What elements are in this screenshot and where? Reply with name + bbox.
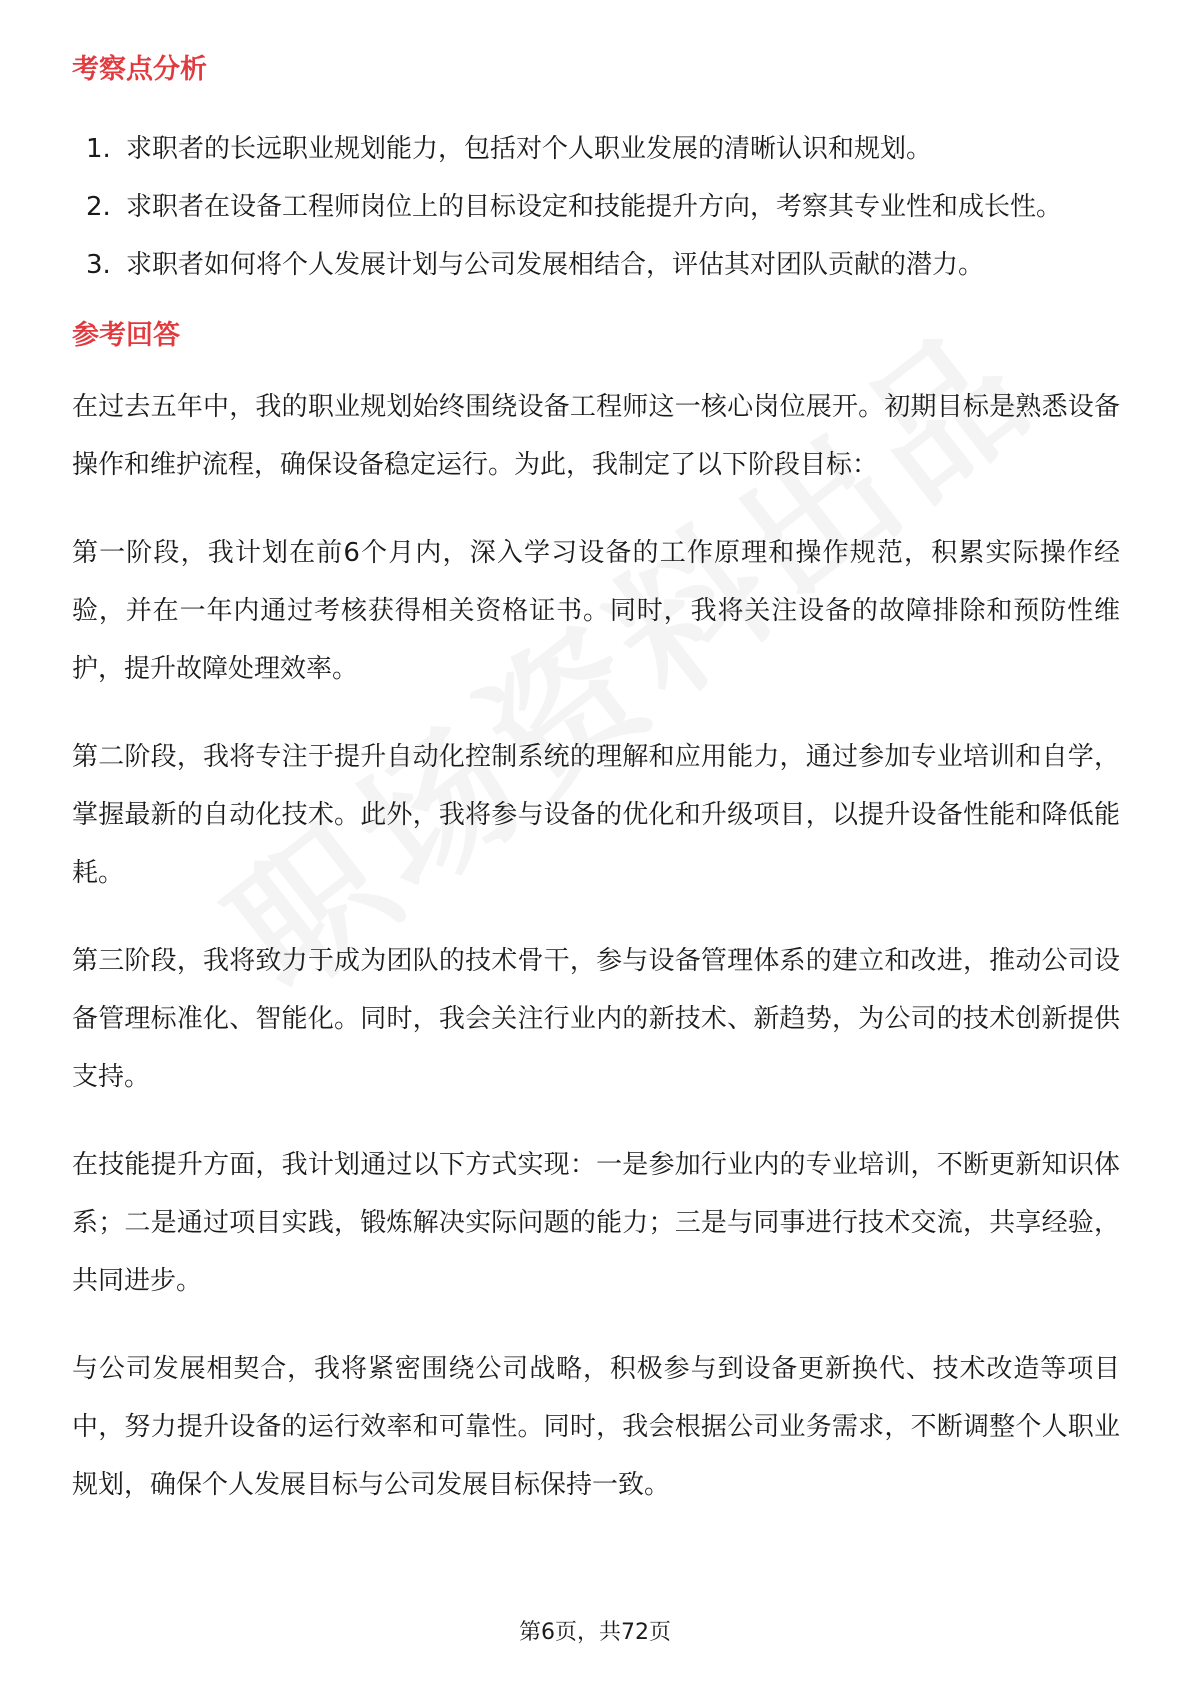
page-number: 第6页，共72页 <box>519 1620 671 1645</box>
answer-heading: 参考回答 <box>72 320 180 351</box>
answer-paragraph: 在技能提升方面，我计划通过以下方式实现：一是参加行业内的专业培训，不断更新知识体系；二是通过项目实践，锻炼解决实际问题的能力；三是与同事进行技术交流，共享经验，共同进步。 <box>72 1150 1120 1296</box>
list-item <box>72 178 1120 236</box>
analysis-heading: 考察点分析 <box>72 54 207 85</box>
list-item <box>72 120 1120 178</box>
list-item-number: 3. <box>86 250 111 280</box>
list-item <box>72 236 1120 294</box>
answer-paragraph: 与公司发展相契合，我将紧密围绕公司战略，积极参与到设备更新换代、技术改造等项目中，努力提升设备的运行效率和可靠性。同时，我会根据公司业务需求，不断调整个人职业规划，确保个人发展目标与公司发展目标保持一致。 <box>72 1354 1120 1500</box>
answer-paragraph: 在过去五年中，我的职业规划始终围绕设备工程师这一核心岗位展开。初期目标是熟悉设备操作和维护流程，确保设备稳定运行。为此，我制定了以下阶段目标： <box>72 392 1120 480</box>
list-item-text: 求职者的长远职业规划能力，包括对个人职业发展的清晰认识和规划。 <box>126 134 933 164</box>
document-page <box>72 52 1120 1514</box>
answer-paragraph: 第二阶段，我将专注于提升自动化控制系统的理解和应用能力，通过参加专业培训和自学，掌握最新的自动化技术。此外，我将参与设备的优化和升级项目，以提升设备性能和降低能耗。 <box>72 742 1120 888</box>
list-item-number: 1. <box>86 134 111 164</box>
list-item-text: 求职者在设备工程师岗位上的目标设定和技能提升方向，考察其专业性和成长性。 <box>126 192 1063 222</box>
answer-paragraph: 第三阶段，我将致力于成为团队的技术骨干，参与设备管理体系的建立和改进，推动公司设备管理标准化、智能化。同时，我会关注行业内的新技术、新趋势，为公司的技术创新提供支持。 <box>72 946 1120 1092</box>
analysis-points-list <box>72 120 1120 294</box>
list-item-text: 求职者如何将个人发展计划与公司发展相结合，评估其对团队贡献的潜力。 <box>126 250 985 280</box>
answer-paragraph: 第一阶段，我计划在前6个月内，深入学习设备的工作原理和操作规范，积累实际操作经验，并在一年内通过考核获得相关资格证书。同时，我将关注设备的故障排除和预防性维护，提升故障处理效率。 <box>72 538 1120 684</box>
list-item-number: 2. <box>86 192 111 222</box>
